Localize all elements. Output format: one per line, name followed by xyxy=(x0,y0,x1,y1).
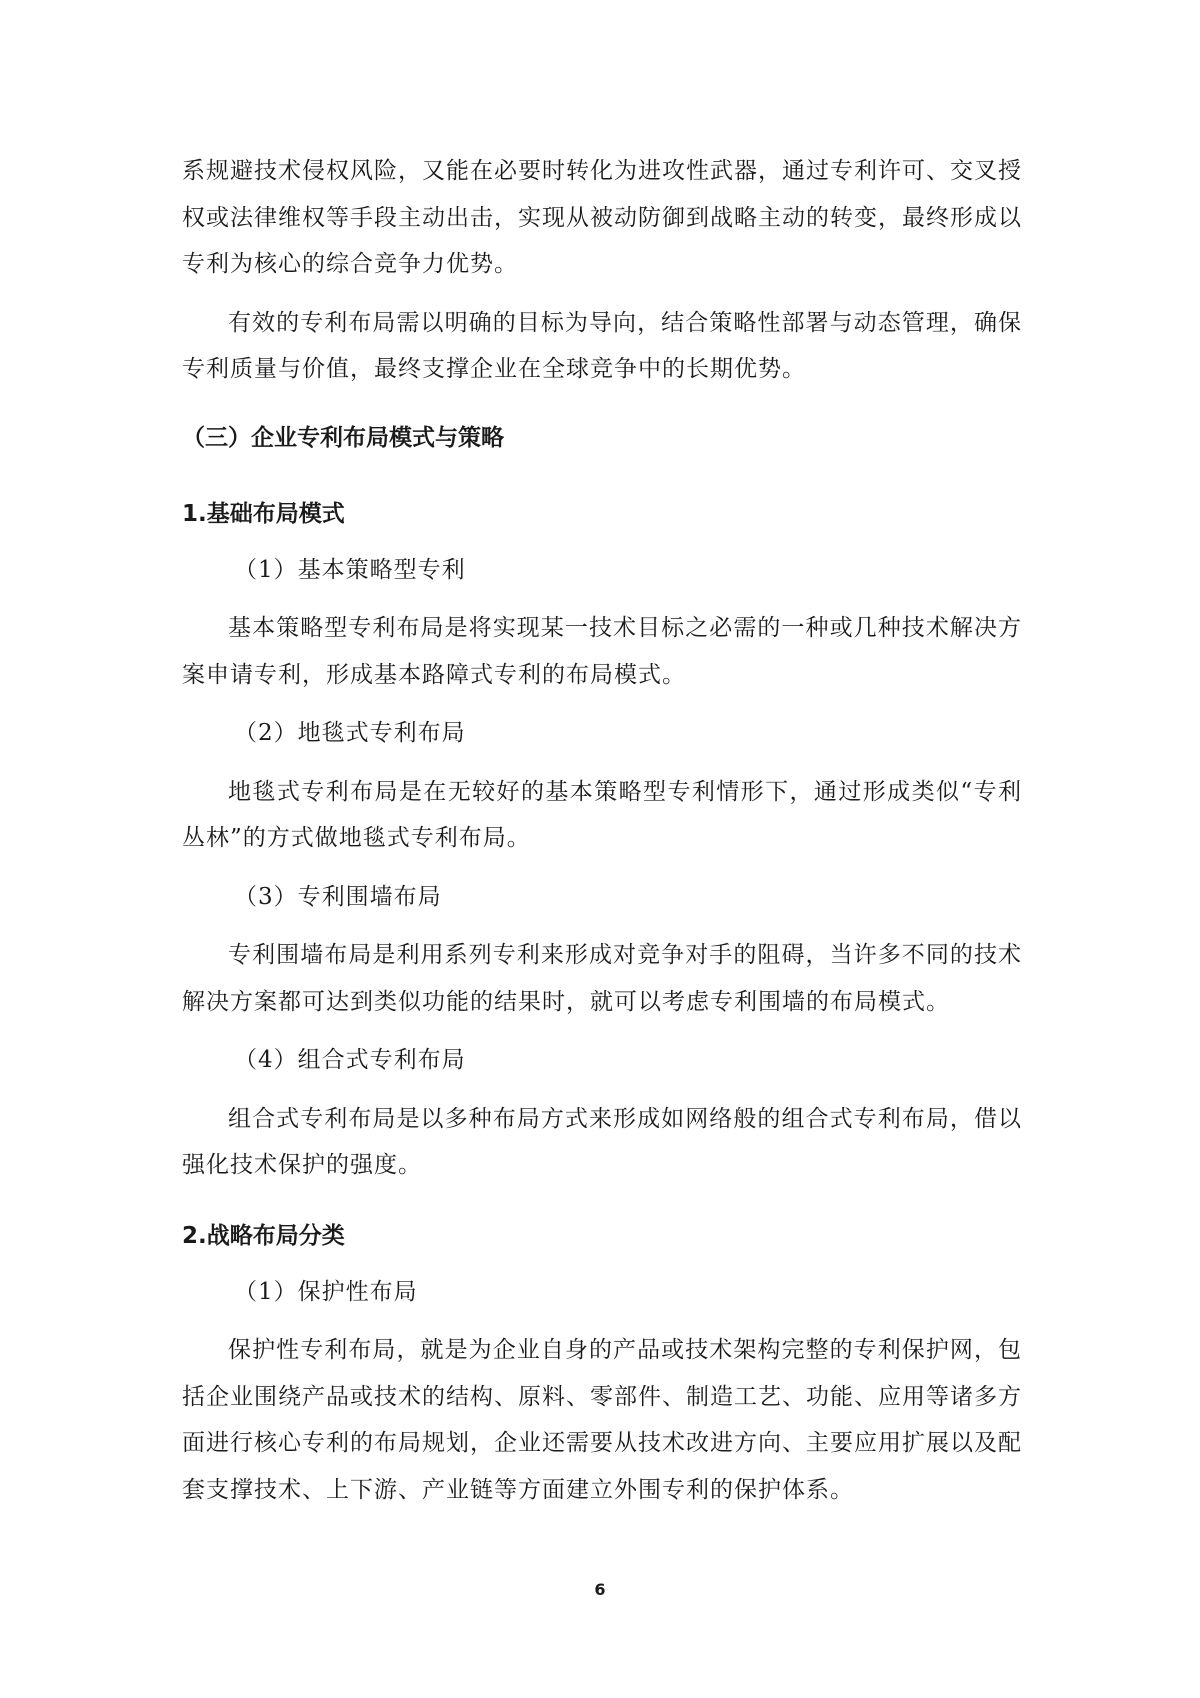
item-title-carpet-layout: （2）地毯式专利布局 xyxy=(234,720,466,746)
document-page xyxy=(182,148,1022,1525)
item-title-protective-layout: （1）保护性布局 xyxy=(234,1278,418,1305)
paragraph-patent-layout-goal: 有效的专利布局需以明确的目标为导向，结合策略性部署与动态管理，确保专利质量与价值，最终支撑企业在全球竞争中的长期优势。 xyxy=(182,309,1022,382)
item-title-combined-layout: （4）组合式专利布局 xyxy=(234,1047,466,1073)
item-body-carpet-layout: 地毯式专利布局是在无较好的基本策略型专利情形下，通过形成类似“专利丛林”的方式做地毯式专利布局。 xyxy=(182,778,1022,851)
item-body-patent-wall: 专利围墙布局是利用系列专利来形成对竞争对手的阻碍，当许多不同的技术解决方案都可达到类似功能的结果时，就可以考虑专利围墙的布局模式。 xyxy=(182,942,1022,1015)
subsection-heading-basic-modes: 1.基础布局模式 xyxy=(182,500,345,527)
paragraph-continued: 系规避技术侵权风险，又能在必要时转化为进攻性武器，通过专利许可、交叉授权或法律维权等手段主动出击，实现从被动防御到战略主动的转变，最终形成以专利为核心的综合竞争力优势。 xyxy=(182,158,1022,277)
item-title-patent-wall: （3）专利围墙布局 xyxy=(234,883,442,910)
page-number: 6 xyxy=(594,1580,606,1599)
item-body-basic-strategy: 基本策略型专利布局是将实现某一技术目标之必需的一种或几种技术解决方案申请专利，形成基本路障式专利的布局模式。 xyxy=(182,615,1022,688)
item-body-combined-layout: 组合式专利布局是以多种布局方式来形成如网络般的组合式专利布局，借以强化技术保护的强度。 xyxy=(182,1105,1022,1178)
item-body-protective-layout: 保护性专利布局，就是为企业自身的产品或技术架构完整的专利保护网，包括企业围绕产品或技术的结构、原料、零部件、制造工艺、功能、应用等诸多方面进行核心专利的布局规划，企业还需要从技术改进方向、主要应用扩展以及配套支撑技术、上下游、产业链等方面建立外围专利的保护体系。 xyxy=(182,1337,1022,1503)
section-title: （三）企业专利布局模式与策略 xyxy=(182,424,504,451)
subsection-heading-strategic-layout: 2.战略布局分类 xyxy=(182,1222,345,1249)
item-title-basic-strategy: （1）基本策略型专利 xyxy=(234,556,466,583)
